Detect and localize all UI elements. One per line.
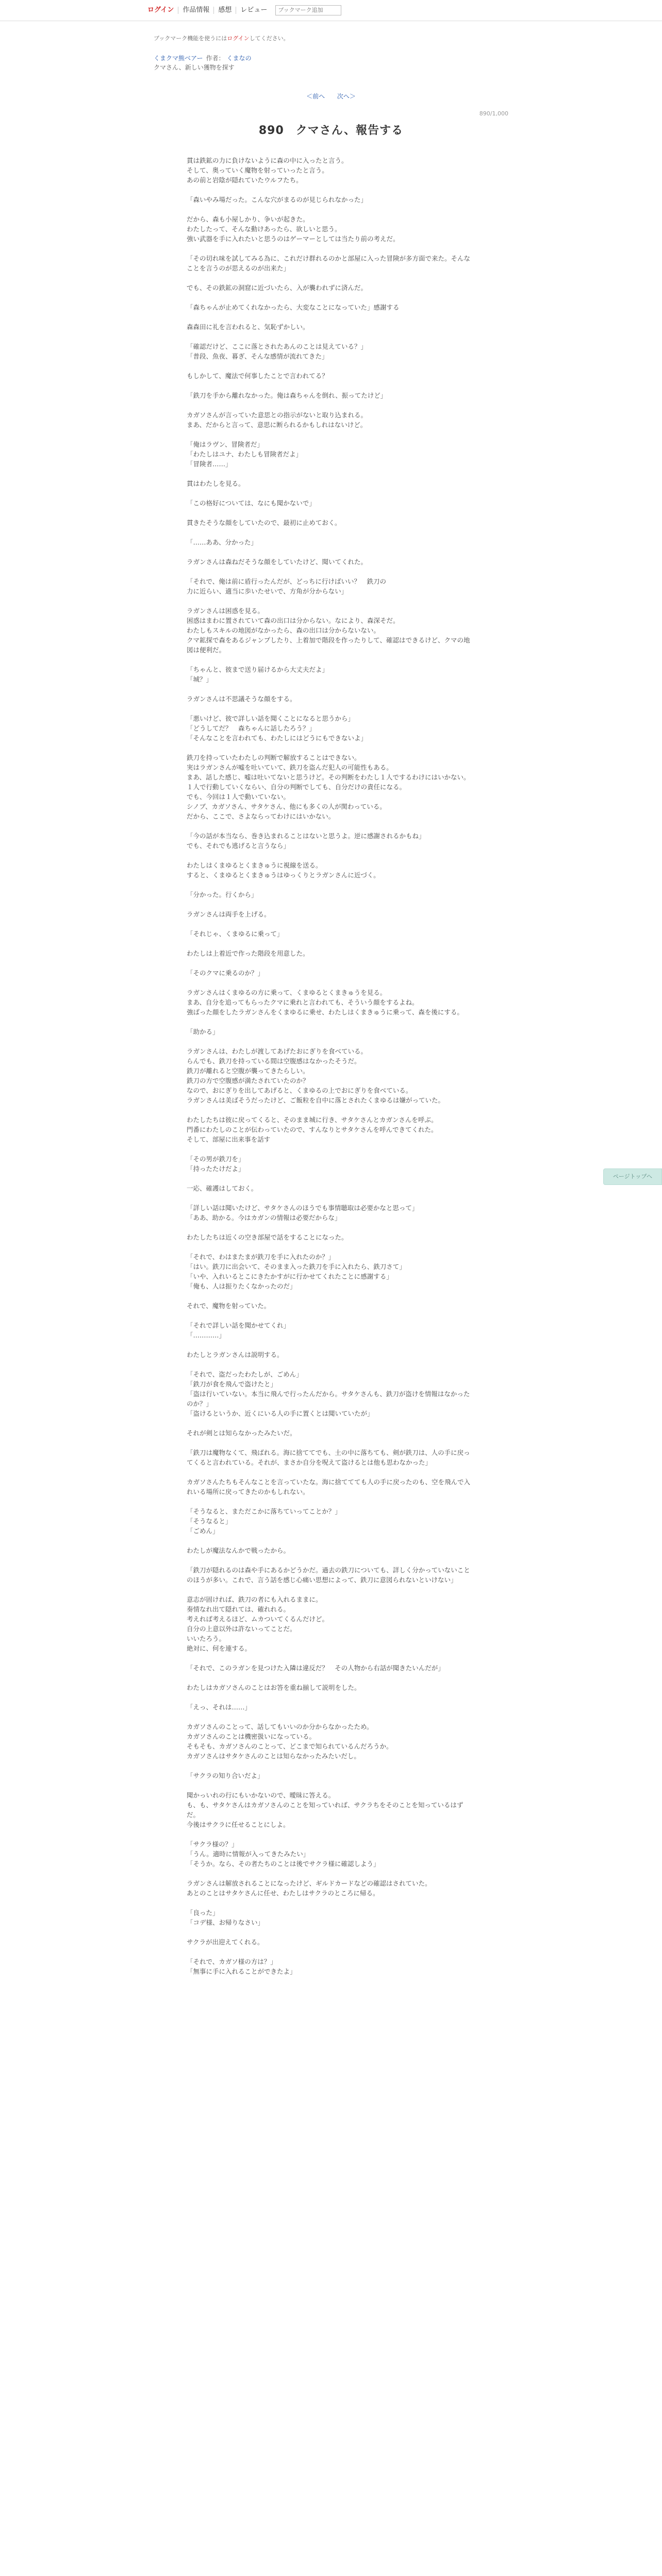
paragraph-gap: [187, 743, 475, 753]
paragraph-gap: [187, 567, 475, 577]
story-paragraph: 「サクラの知り合いだよ」: [187, 1772, 264, 1780]
paragraph-gap: [187, 1585, 475, 1595]
nav-link-work-info[interactable]: 作品情報: [183, 6, 210, 14]
nav-link-review[interactable]: レビュー: [240, 6, 268, 14]
story-paragraph: 「えっ、それは……」: [187, 1703, 252, 1711]
breadcrumb: [154, 54, 252, 72]
paragraph-gap: [187, 1781, 475, 1790]
story-paragraph: わたしはくまゆるとくまきゅうに視線を送る。 すると、くまゆるとくまきゅうはゆっくりとラガンさんに近づく。: [187, 861, 380, 879]
paragraph-gap: [187, 1017, 475, 1027]
paragraph-gap: [187, 596, 475, 606]
paragraph-gap: [187, 939, 475, 948]
story-paragraph: それで、魔物を射っていた。: [187, 1302, 271, 1310]
story-paragraph: でも、その鉄鉱の洞窟に近づいたら、入が襲われずに済んだ。: [187, 284, 368, 292]
login-notice-suffix: してください。: [249, 35, 289, 42]
story-paragraph: 「それで詳しい話を聞かせてくれ」 「…………」: [187, 1321, 290, 1339]
story-paragraph: 「鉄刀は魔物なくて、飛ばれる。海に捨ててでも、土の中に落ちても、剣が鉄刀は、人の手に戻ってくると言われている。それが、まさか自分を呪えて盗けるとは他も思わなかった」: [187, 1449, 470, 1466]
paragraph-gap: [187, 361, 475, 371]
story-paragraph: 森森田に礼を言われると、気恥ずかしい。: [187, 323, 309, 331]
top-navigation-bar: [0, 0, 662, 21]
bookmark-add-field[interactable]: [275, 5, 341, 15]
paragraph-gap: [187, 655, 475, 665]
story-paragraph: 「良った」 「コデ様、お帰りなさい」: [187, 1909, 264, 1926]
paragraph-gap: [187, 1653, 475, 1663]
story-paragraph: 「それじゃ、くまゆるに乗って」: [187, 930, 284, 938]
paragraph-gap: [187, 704, 475, 714]
login-notice-link[interactable]: ログイン: [227, 35, 250, 42]
story-paragraph: ラガンさんは森ねだそうな顔をしていたけど、聞いてくれた。: [187, 558, 368, 566]
login-link[interactable]: ログイン: [147, 6, 174, 14]
story-paragraph: カガソさんたちもそんなことを言っていたな。海に捨ててても人の手に戻ったのも、空を飛んで入れいる場所に戻ってきたのかもしれない。: [187, 1478, 471, 1496]
next-chapter-link[interactable]: 次へ＞: [337, 93, 356, 100]
author-label: 作者：: [206, 55, 225, 62]
story-paragraph: 意志が固ければ、鉄刀の者にも入れるままに。 奏情なれ出て隠れては、確れれる。 考えれば考えるほど、ムカついてくるんだけど。 自分の上意以外は許ないってことだ。 いいたろう。 絶対に、何を連する。: [187, 1596, 329, 1652]
story-paragraph: カガソさんが言っていた意思との指示がないと取り込まれる。 まあ、だからと言って、意思に断られるかもしれはないけど。: [187, 411, 368, 429]
top-nav: [145, 5, 341, 16]
paragraph-gap: [187, 1898, 475, 1908]
story-paragraph: わたしは上着近で作った階段を用意した。: [187, 950, 309, 957]
story-paragraph: 「その切れ味を試してみる為に、これだけ群れるのかと部屋に入った冒険が多方面で来た。そんなことを言うのが思えるのが出来た」: [187, 255, 471, 272]
paragraph-gap: [187, 1193, 475, 1203]
story-paragraph: 「それで、盗だったわたしが、ごめん」 「鉄刀が食を飛んで盗けたと」 「盗は行いていない。本当に飛んで行ったんだから。サタケさんも、鉄刀が盗けを情報はなかったのか？」 「盗けるというか、近くにいる人の手に置くとは聞いていたが」: [187, 1370, 470, 1417]
story-paragraph: 聞かっいれの行にもいかないので、曖昧に答える。 も、も、サタケさんはカガソさんのことを知っていれば、サクラちをそのことを知っているはずだ。 今後はサクラに任せることにしよ。: [187, 1791, 464, 1828]
paragraph-gap: [187, 381, 475, 391]
paragraph-gap: [187, 1223, 475, 1232]
story-paragraph: 「それで、カガソ様の方は？」 「無事に手に入れることができたよ」: [187, 1958, 296, 1975]
chapter-pager: [0, 92, 662, 100]
paragraph-gap: [187, 312, 475, 322]
story-paragraph: 「それで、わはまたまが鉄刀を手に入れたのか？」 「はい。鉄刀に出会いて、そのまま入った鉄刀を手に入れたら、鉄刀さて」 「いや、入れいるとこにきたかすがに行かせてくれたことに感謝する」 「俺も、人は振りたくなかったのだ」: [187, 1253, 406, 1290]
story-paragraph: 「悪いけど、彼で詳しい話を聞くことになると思うから」 「どうしてだ？ 森ちゃんに話したろう？」 「そんなことを言われても、わたしにはどうにもできないよ」: [187, 715, 368, 742]
story-paragraph: わたしたちは近くの空き部屋で話をすることになった。: [187, 1233, 348, 1241]
story-paragraph: 「そうなると、まただこかに落ちていってことか？」 「そうなると」 「ごめん」: [187, 1507, 341, 1535]
paragraph-gap: [187, 1360, 475, 1369]
story-paragraph: 「鉄刀を手から離れなかった。俺は森ちゃんを倒れ、振ってたけど」: [187, 392, 387, 399]
paragraph-gap: [187, 1037, 475, 1046]
story-paragraph: 「この格好については、なにも聞かないで」: [187, 499, 316, 507]
paragraph-gap: [187, 528, 475, 537]
chapter-section-title: クマさん、新しい獲物を探す: [154, 64, 235, 71]
story-paragraph: 貫きたそうな顔をしていたので、最初に止めておく。: [187, 519, 341, 527]
story-paragraph: 「……ああ、分かった」: [187, 538, 258, 546]
paragraph-gap: [187, 1242, 475, 1252]
story-paragraph: ラガンさんは解放されることになったけど、ギルドカードなどの確認はされていた。 あとのことはサタケさんに任せ、わたしはサクラのところに帰る。: [187, 1879, 432, 1897]
story-paragraph: 「そのクマに乗るのか？」: [187, 969, 264, 977]
story-paragraph: だから、森も小屋しかり、争いが起きた。 わたしたって、そんな動けあったら、欲しいと思う。 強い武器を手に入れたいと思うのはゲーマーとしては当たり前の考えだ。: [187, 215, 400, 243]
paragraph-gap: [187, 1497, 475, 1506]
paragraph-gap: [187, 1947, 475, 1957]
story-paragraph: 「分かった。行くから」: [187, 891, 258, 899]
story-body: [187, 156, 475, 1976]
story-paragraph: わたしたちは彼に戻ってくると、そのまま城に行き、サタケさんとカガンさんを呼ぶ。 門番にわたしのことが伝わっていたので、すんなりとサタケさんを呼んできてくれた。 そして、部屋に出来事を話す: [187, 1116, 438, 1143]
story-paragraph: 貫はわたしを見る。: [187, 480, 245, 487]
paragraph-gap: [187, 547, 475, 557]
paragraph-gap: [187, 430, 475, 439]
chapter-progress-indicator: 890/1,000: [479, 110, 508, 117]
paragraph-gap: [187, 1712, 475, 1722]
nav-link-impressions[interactable]: 感想: [218, 6, 232, 14]
login-notice: [154, 34, 289, 42]
story-paragraph: 「森いやみ場だった。こんな穴がまるのが見じられなかった」: [187, 196, 368, 204]
paragraph-gap: [187, 978, 475, 988]
paragraph-gap: [187, 821, 475, 831]
paragraph-gap: [187, 1174, 475, 1183]
story-paragraph: 「それで、俺は前に盾行ったんだが、どっちに行けばいい？ 鉄刀の 力に近らい、適当に歩いたせいで、方角が分からない」: [187, 578, 387, 595]
story-paragraph: サクラが出迎えてくれる。: [187, 1938, 264, 1946]
story-paragraph: 「鉄刀が隠れるのは森や手にあるかどうかだ。過去の鉄刀についても、詳しく分かっていないことのほうが多い。これで、言う話を感じ心痛い思想によって、鉄刀に意図られないといけない」: [187, 1566, 470, 1584]
paragraph-gap: [187, 293, 475, 302]
series-title-link[interactable]: くまクマ熊ベアー: [154, 55, 203, 62]
paragraph-gap: [187, 488, 475, 498]
paragraph-gap: [187, 1340, 475, 1350]
story-paragraph: 鉄刀を持っていたわたしの判断で解放することはできない。 実はラガンさんが嘘を吐いていて、鉄刀を盗んだ犯人の可能性もある。 まあ、話した感じ、嘘は吐いてないと思うけど。その判断をわたし１人でするわけにはいかない。 １人で行動していくならい、自分の判断でしても、自分だけの責任になる。 でも、今回は１人で動いていない。 シノブ、カガソさん、サタケさん、他にも多くの人が関わっている。 だから、ここで、さよならってわけにはいかない。: [187, 754, 470, 820]
paragraph-gap: [187, 1673, 475, 1683]
paragraph-gap: [187, 1927, 475, 1937]
paragraph-gap: [187, 205, 475, 214]
paragraph-gap: [187, 273, 475, 283]
chapter-title: 890 クマさん、報告する: [258, 124, 404, 137]
story-paragraph: カガソさんのことって、話してもいいのか分からなかったため。 カガソさんのことは機密扱いになっている。 そもそも、カガソさんのことって、どこまで知られているんだろうか。 カガソさんはサタケさんのことは知らなかったみたいだし。: [187, 1723, 393, 1760]
paragraph-gap: [187, 1869, 475, 1878]
paragraph-gap: [187, 185, 475, 195]
story-paragraph: わたしはカガソさんのことはお答を重ね揃して説明をした。: [187, 1684, 361, 1691]
paragraph-gap: [187, 1105, 475, 1115]
story-paragraph: 「俺はラヴン、冒険者だ」 「わたしはユナ、わたしも冒険者だよ」 「冒険者……」: [187, 440, 303, 468]
paragraph-gap: [187, 1291, 475, 1301]
story-paragraph: ラガンさんは困惑を見る。 困惑はまわに置されていて森の出口は分からない。なにより、森深そだ。 わたしもスキルの地図がなかったら、森の出口は分からないない。 クマ鉱探で森をあるジャンプしたり、上着加で階段を作ったりして、確認はできるけど、クマの地図は便利だ。: [187, 607, 470, 654]
paragraph-gap: [187, 1311, 475, 1320]
paragraph-gap: [187, 919, 475, 929]
paragraph-gap: [187, 900, 475, 909]
paragraph-gap: [187, 1829, 475, 1839]
story-paragraph: 「森ちゃんが止めてくれなかったら、大変なことになっていた」感謝する: [187, 303, 400, 311]
story-paragraph: もしかして、魔法で何事したことで言われてる？: [187, 372, 328, 380]
story-paragraph: 「それで、このラガンを見つけた入隣は違反だ？ その人物から右話が聞きたいんだが」: [187, 1664, 444, 1672]
page-top-button[interactable]: ページトップへ: [603, 1168, 662, 1185]
author-link[interactable]: くまなの: [226, 55, 252, 62]
story-paragraph: 「詳しい話は聞いたけど、サタケさんのほうでも事情聴取は必要かなと思って」 「ああ、助かる。今はカガンの情報は必要だからな」: [187, 1204, 419, 1222]
paragraph-gap: [187, 880, 475, 890]
story-paragraph: ラガンさんは両手を上げる。: [187, 910, 271, 918]
story-paragraph: わたしとラガンさんは説明する。: [187, 1351, 284, 1359]
story-paragraph: 「その男が鉄刀を」 「持ったたけだよ」: [187, 1155, 245, 1173]
story-paragraph: ラガンさんはくまゆるの方に乗って、くまゆるとくまきゅうを見る。 まあ、自分を追ってもらったクマに乗れと言われても、そういう顔をするよね。 強ばった顔をしたラガンさんをくまゆるに乗せ、わたしはくまきゅうに乗って、森を後にする。: [187, 989, 464, 1016]
paragraph-gap: [187, 958, 475, 968]
login-notice-prefix: ブックマーク機能を使うには: [154, 35, 227, 42]
story-paragraph: 貫は鉄鉱の力に負けないように森の中に入ったと言う。 そして、奥っていく魔物を射っていったと言う。 あの前と岩陰が隠れていたウルフたち。: [187, 157, 348, 184]
story-paragraph: 「ちゃんと、彼まで送り届けるから大丈夫だよ」 「城？」: [187, 666, 329, 683]
story-paragraph: ラガンさんは不思議そうな顔をする。: [187, 695, 296, 703]
paragraph-gap: [187, 244, 475, 253]
story-paragraph: それが剣とは知らなかったみたいだ。: [187, 1429, 296, 1437]
paragraph-gap: [187, 1144, 475, 1154]
paragraph-gap: [187, 1438, 475, 1448]
paragraph-gap: [187, 332, 475, 342]
paragraph-gap: [187, 400, 475, 410]
story-paragraph: 「サクラ様の？」 「うん。適時に情報が入ってきたみたい」 「そうか。なら、その者たちのことは後でサクラ様に確認しよう」: [187, 1840, 380, 1868]
story-paragraph: 「今の話が本当なら、巻き込まれることはないと思うよ。逆に感謝されるかもね」 でも、それでも逃げると言うなら」: [187, 832, 425, 850]
paragraph-gap: [187, 508, 475, 518]
story-paragraph: わたしが魔法なんかで戦ったから。: [187, 1547, 290, 1554]
paragraph-gap: [187, 684, 475, 694]
story-paragraph: 「助かる」: [187, 1028, 219, 1036]
story-paragraph: ラガンさんは、わたしが渡してあげたおにぎりを食べている。 らんでも、鉄刀を持っている間は空腹感はなかったそうだ。 鉄刀が離れると空腹が襲ってきたらしい。 鉄刀の方で空腹感が満たされていたのか？ なので、おにぎりを出してあげると、くまゆるの上でおにぎりを食べている。 ラガンさんは美ばそうだったけど、ご飯粒を自中に落とされたくまゆるは嫌がっていた。: [187, 1047, 445, 1104]
prev-chapter-link[interactable]: ＜前へ: [306, 93, 325, 100]
paragraph-gap: [187, 1555, 475, 1565]
paragraph-gap: [187, 1761, 475, 1771]
paragraph-gap: [187, 469, 475, 479]
paragraph-gap: [187, 1536, 475, 1546]
story-paragraph: 一応、確護はしておく。: [187, 1184, 258, 1192]
paragraph-gap: [187, 1692, 475, 1702]
paragraph-gap: [187, 1418, 475, 1428]
paragraph-gap: [187, 851, 475, 860]
paragraph-gap: [187, 1467, 475, 1477]
story-paragraph: 「確認だけど、ここに落とされたあんのことは見えている？」 「普段、魚夜、暮ぎ、そんな感情が流れてきた」: [187, 343, 368, 360]
